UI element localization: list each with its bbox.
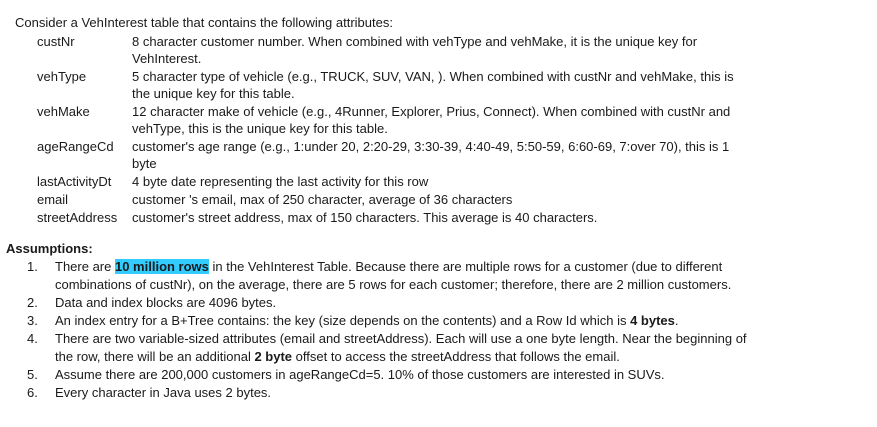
assumption-number: 3. — [27, 313, 38, 328]
attribute-description: 12 character make of vehicle (e.g., 4Runner, Explorer, Prius, Connect). When combined with custNr and vehType, this is the unique key for this table. — [132, 104, 731, 136]
bold-text: 2 byte — [254, 349, 293, 364]
attribute-description: customer's street address, max of 150 characters. This average is 40 characters. — [132, 210, 598, 225]
assumption-text: offset to access the streetAddress that follows the email. — [292, 349, 620, 364]
attribute-row — [37, 138, 742, 173]
attribute-row — [37, 191, 742, 209]
assumption-text: There are — [55, 259, 115, 274]
assumption-text: There are two variable-sized attributes (email and streetAddress). Each will use a one byte length. Near the beginning of the row, there will be an additional — [55, 331, 747, 364]
assumption-text: in the VehInterest Table. Because there are multiple rows for a customer (due to different combinations of custNr), on the average, there are 5 rows for each customer; therefore, there are 2 million customers. — [55, 259, 732, 292]
assumption-text: Every character in Java uses 2 bytes. — [55, 385, 272, 400]
assumption-item — [27, 258, 747, 294]
bold-text: 4 bytes — [630, 313, 675, 328]
attribute-description: customer 's email, max of 250 character, average of 36 characters — [132, 192, 513, 207]
attribute-table — [37, 33, 742, 227]
assumption-text: Data and index blocks are 4096 bytes. — [55, 295, 277, 310]
assumption-number: 5. — [27, 367, 38, 382]
attribute-name: email — [37, 192, 69, 207]
attribute-name: ageRangeCd — [37, 139, 114, 154]
attribute-row — [37, 209, 742, 227]
assumptions-list — [27, 258, 747, 402]
attribute-name: lastActivityDt — [37, 174, 112, 189]
attribute-name: streetAddress — [37, 210, 118, 225]
assumption-number: 2. — [27, 295, 38, 310]
assumption-item — [27, 312, 747, 330]
attribute-description: customer's age range (e.g., 1:under 20, 2:20-29, 3:30-39, 4:40-49, 5:50-59, 6:60-69, 7:over 70), this is 1 byte — [132, 139, 730, 171]
highlighted-text: 10 million rows — [114, 259, 209, 274]
intro-text: Consider a VehInterest table that contains the following attributes: — [15, 15, 393, 30]
attribute-row — [37, 173, 742, 191]
assumption-item — [27, 366, 747, 384]
attribute-row — [37, 103, 742, 138]
assumption-item — [27, 330, 747, 366]
attribute-row — [37, 33, 742, 68]
assumption-number: 6. — [27, 385, 38, 400]
assumptions-heading: Assumptions: — [6, 241, 93, 256]
assumption-item — [27, 294, 747, 312]
attribute-description: 5 character type of vehicle (e.g., TRUCK, SUV, VAN, ). When combined with custNr and vehMake, this is the unique key for this table. — [132, 69, 734, 101]
assumption-text: Assume there are 200,000 customers in ageRangeCd=5. 10% of those customers are interested in SUVs. — [55, 367, 665, 382]
assumption-item — [27, 384, 747, 402]
attribute-description: 8 character customer number. When combined with vehType and vehMake, it is the unique key for VehInterest. — [132, 34, 698, 66]
assumption-text: An index entry for a B+Tree contains: the key (size depends on the contents) and a Row Id which is — [55, 313, 631, 328]
attribute-description: 4 byte date representing the last activity for this row — [132, 174, 429, 189]
attribute-name: vehType — [37, 69, 87, 84]
attribute-name: vehMake — [37, 104, 90, 119]
attribute-name: custNr — [37, 34, 75, 49]
assumption-number: 1. — [27, 259, 38, 274]
assumption-text: . — [674, 313, 679, 328]
assumption-number: 4. — [27, 331, 38, 346]
attribute-row — [37, 68, 742, 103]
